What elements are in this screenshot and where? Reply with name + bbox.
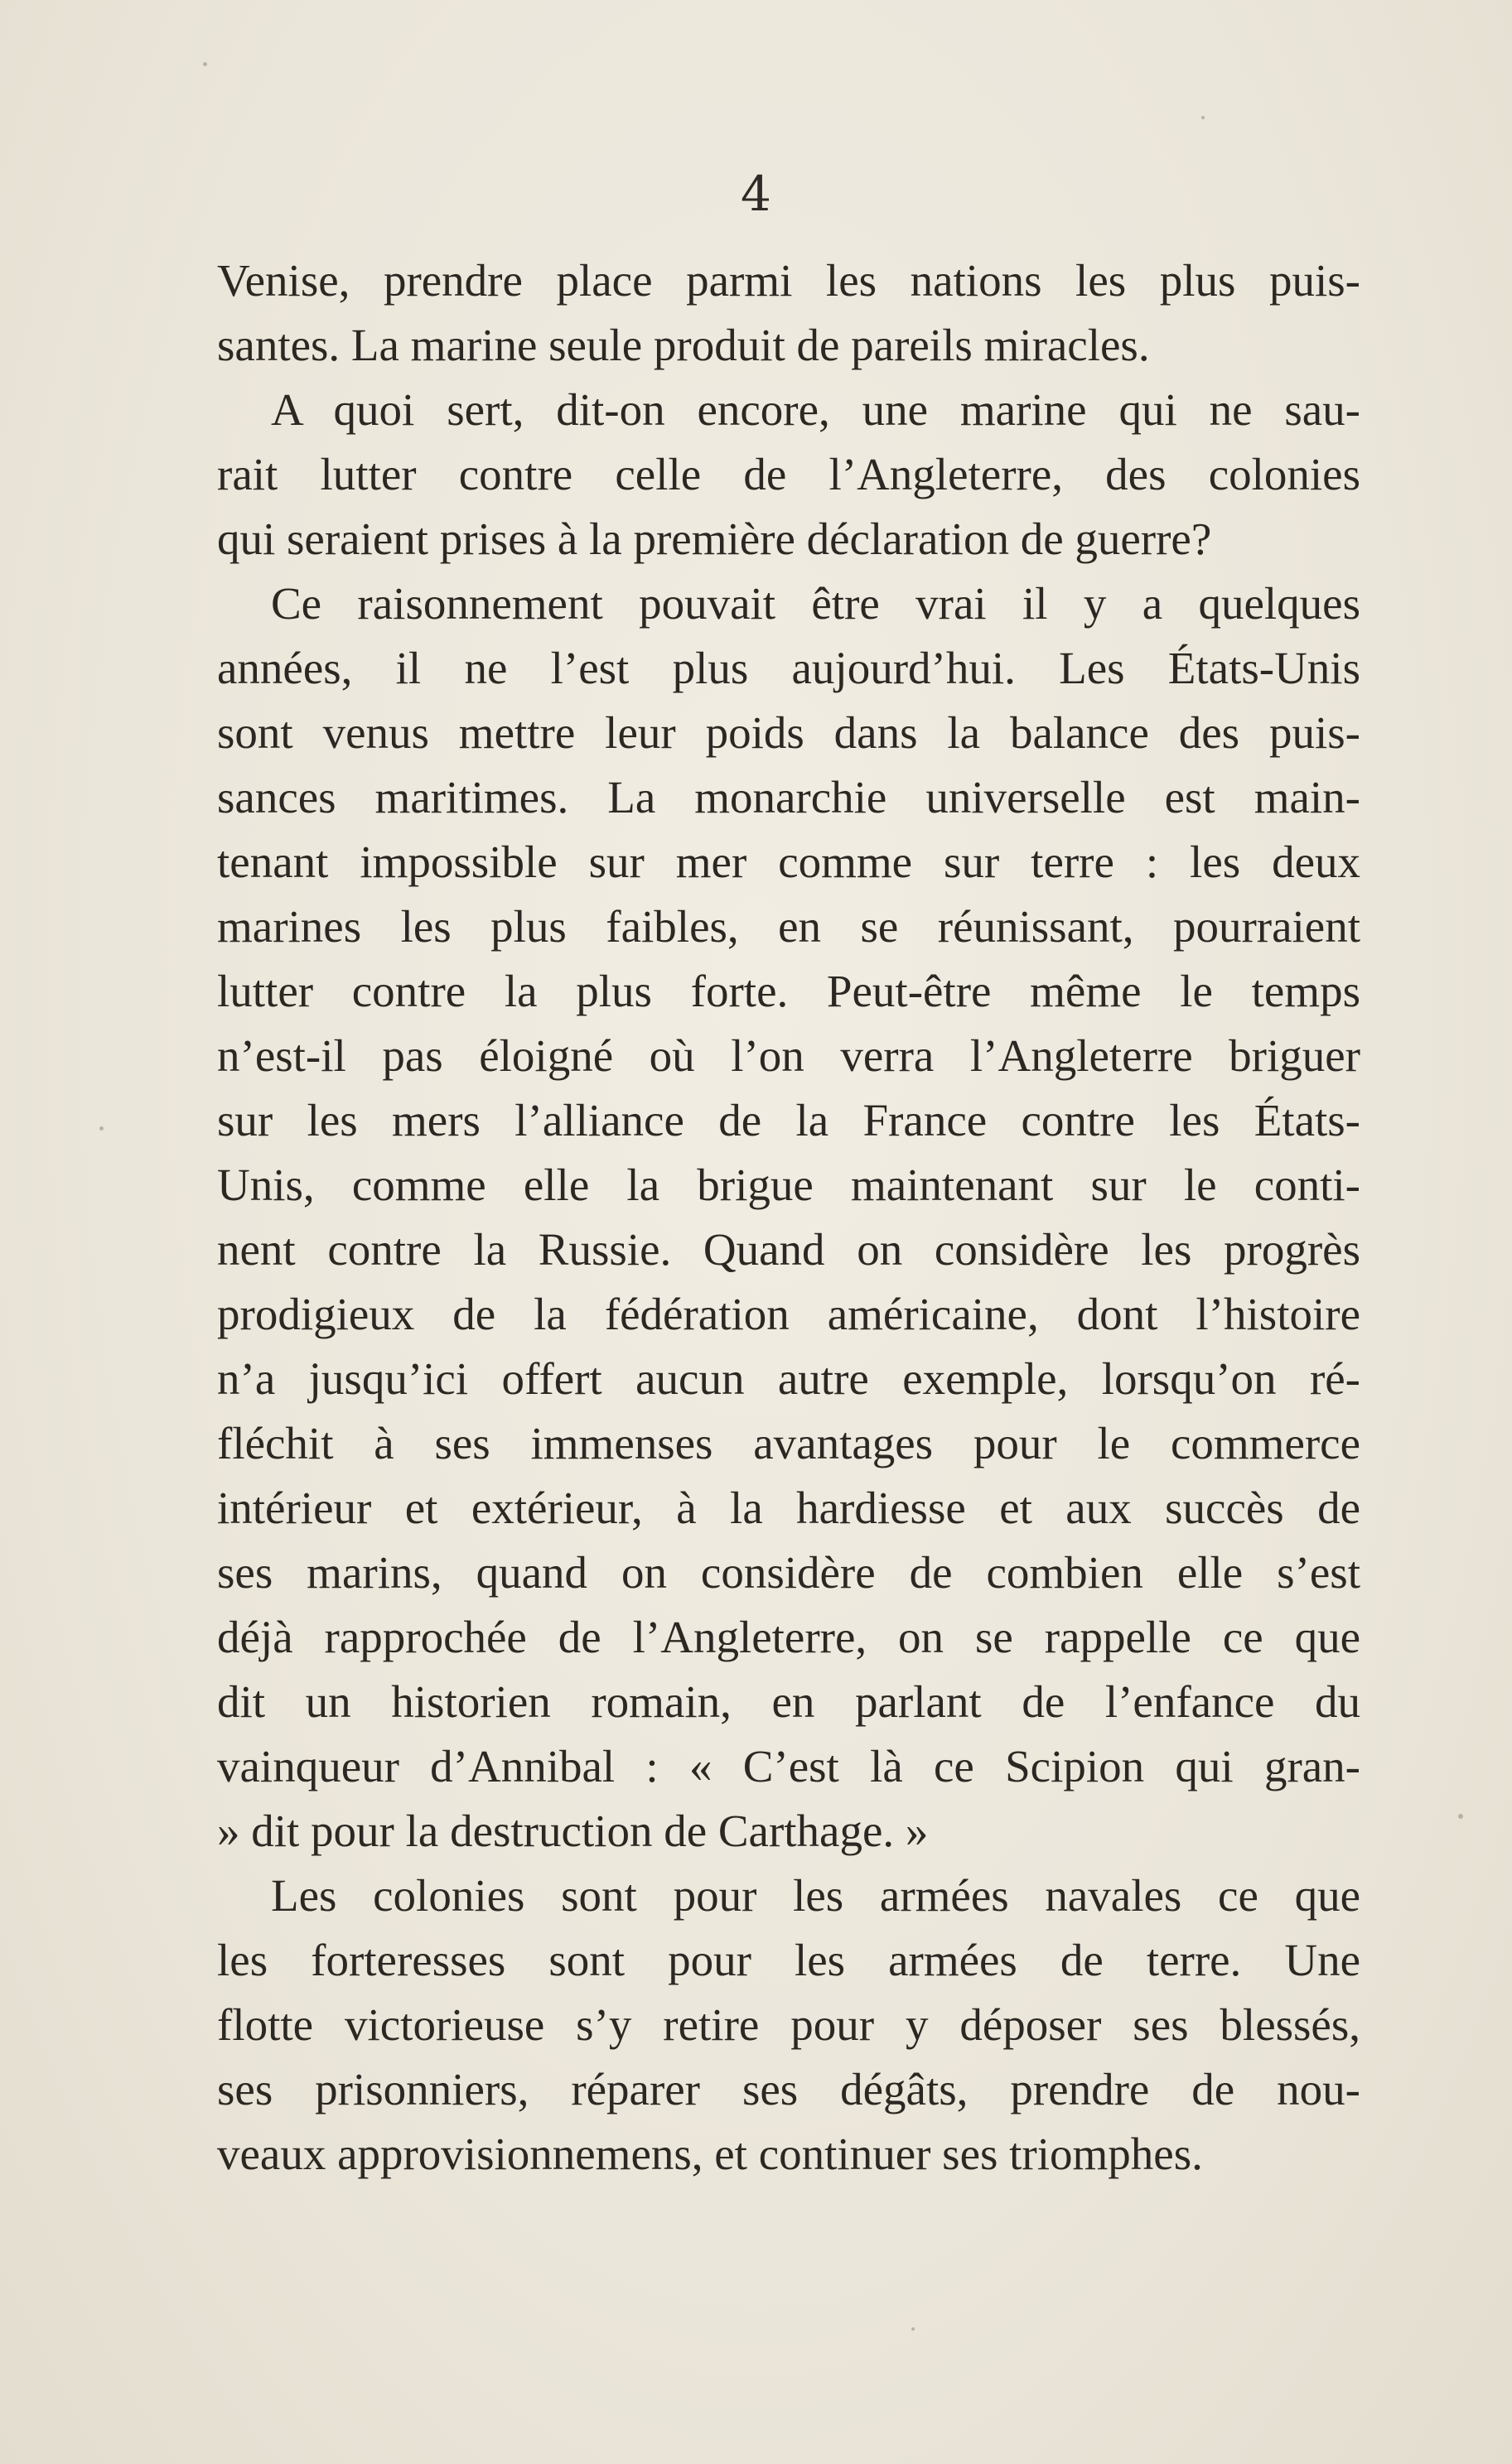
text-line: n’est-il pas éloigné où l’on verra l’Angleterre briguer	[217, 1030, 1360, 1081]
text-line: marines les plus faibles, en se réunissant, pourraient	[217, 901, 1360, 952]
text-line: prodigieux de la fédération américaine, dont l’histoire	[217, 1289, 1360, 1339]
body-text	[217, 248, 1360, 2187]
text-line: les forteresses sont pour les armées de terre. Une	[217, 1935, 1360, 1985]
paper-speck	[99, 1126, 104, 1131]
text-line: veaux approvisionnemens, et continuer ses triomphes.	[217, 2129, 1203, 2179]
text-line: santes. La marine seule produit de pareils miracles.	[217, 320, 1150, 370]
text-line: flotte victorieuse s’y retire pour y déposer ses blessés,	[217, 1999, 1360, 2050]
paper-speck	[911, 2327, 915, 2331]
page-number: 4	[741, 166, 771, 222]
text-line: dit un historien romain, en parlant de l’enfance du	[217, 1676, 1360, 1727]
text-line: qui seraient prises à la première déclaration de guerre?	[217, 514, 1212, 564]
text-line: n’a jusqu’ici offert aucun autre exemple, lorsqu’on ré-	[217, 1353, 1360, 1404]
text-line: lutter contre la plus forte. Peut-être même le temps	[217, 966, 1360, 1016]
text-line: Venise, prendre place parmi les nations les plus puis-	[217, 255, 1360, 306]
text-line: vainqueur d’Annibal : « C’est là ce Scipion qui gran-	[217, 1741, 1360, 1791]
text-line: Les colonies sont pour les armées navales ce que	[271, 1870, 1360, 1921]
paper-speck	[1458, 1814, 1463, 1819]
text-line: sur les mers l’alliance de la France contre les États-	[217, 1095, 1360, 1145]
text-line: Unis, comme elle la brigue maintenant sur le conti-	[217, 1160, 1360, 1210]
paper-speck	[203, 62, 207, 66]
text-line: intérieur et extérieur, à la hardiesse et aux succès de	[217, 1483, 1360, 1533]
paper-speck	[1201, 116, 1205, 119]
text-line: rait lutter contre celle de l’Angleterre, des colonies	[217, 449, 1360, 499]
text-line: années, il ne l’est plus aujourd’hui. Les États-Unis	[217, 643, 1360, 693]
text-line: sances maritimes. La monarchie universelle est main-	[217, 772, 1360, 822]
text-line: fléchit à ses immenses avantages pour le commerce	[217, 1418, 1360, 1468]
text-line: A quoi sert, dit-on encore, une marine qui ne sau-	[271, 384, 1360, 435]
text-line: nent contre la Russie. Quand on considère les progrès	[217, 1224, 1360, 1275]
text-line: ses marins, quand on considère de combien elle s’est	[217, 1547, 1360, 1598]
text-line: sont venus mettre leur poids dans la balance des puis-	[217, 707, 1360, 758]
text-line: Ce raisonnement pouvait être vrai il y a quelques	[271, 578, 1360, 629]
text-line: » dit pour la destruction de Carthage. »	[217, 1806, 929, 1856]
text-line: tenant impossible sur mer comme sur terre : les deux	[217, 837, 1360, 887]
text-line: ses prisonniers, réparer ses dégâts, prendre de nou-	[217, 2064, 1360, 2114]
text-line: déjà rapprochée de l’Angleterre, on se rappelle ce que	[217, 1612, 1360, 1662]
